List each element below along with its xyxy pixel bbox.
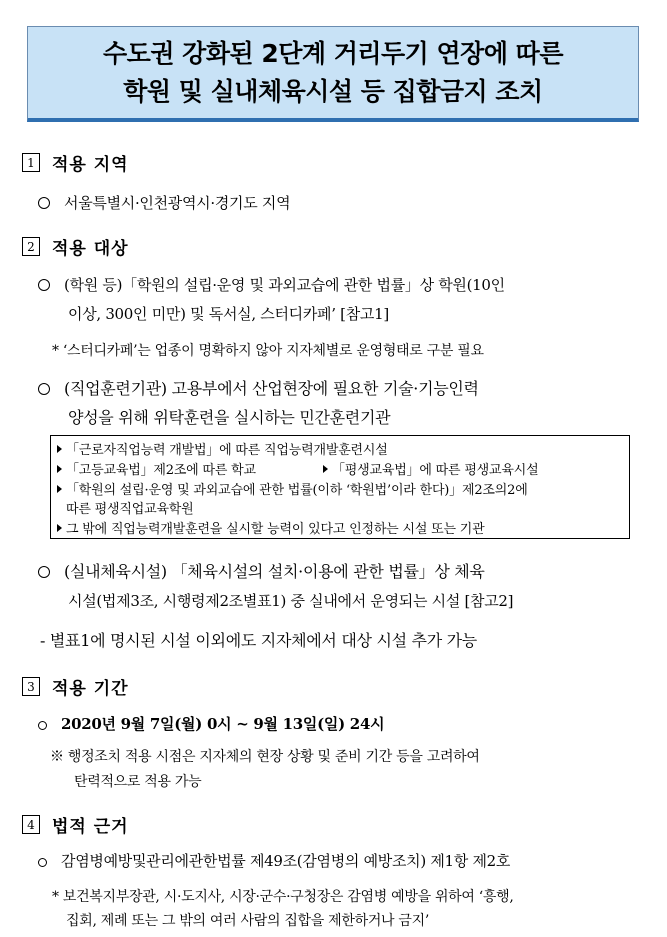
section-title: 적용 기간 xyxy=(52,679,129,699)
footnote: * 보건복지부장관, 시·도지사, 시장·군수·구청장은 감염병 예방을 위하여 ‘흥행, xyxy=(52,889,514,905)
list-item: 감염병예방및관리에관한법률 제49조(감염병의 예방조치) 제1항 제2호 xyxy=(38,850,510,871)
section-1-header xyxy=(22,150,129,175)
list-item-continuation: 양성을 위해 위탁훈련을 실시하는 민간훈련기관 xyxy=(68,408,391,427)
footnote: * ‘스터디카페’는 업종이 명확하지 않아 지자체별로 운영형태로 구분 필요 xyxy=(52,343,484,359)
triangle-bullet-icon xyxy=(57,445,62,453)
list-item-continuation: 이상, 300인 미만) 및 독서실, 스터디카페’ [참고1] xyxy=(68,305,389,323)
circle-bullet-icon xyxy=(38,566,50,578)
section-number: 4 xyxy=(22,815,40,834)
triangle-bullet-icon xyxy=(57,485,62,493)
section-3-header xyxy=(22,674,129,699)
box-line: 따른 평생직업교육학원 xyxy=(66,502,194,517)
circle-bullet-icon xyxy=(38,197,50,209)
box-line: 「평생교육법」에 따른 평생교육시설 xyxy=(323,459,538,478)
section-title: 법적 근거 xyxy=(52,817,129,837)
triangle-bullet-icon xyxy=(323,465,328,473)
title-line-1: 수도권 강화된 2단계 거리두기 연장에 따른 xyxy=(103,39,563,68)
section-number: 2 xyxy=(22,237,40,256)
section-number: 3 xyxy=(22,677,40,696)
list-item: 2020년 9월 7일(월) 0시 ~ 9월 13일(일) 24시 xyxy=(38,713,384,734)
section-2-header xyxy=(22,234,129,259)
title-banner xyxy=(27,26,639,122)
list-item-continuation: 시설(법제3조, 시행령제2조별표1) 중 실내에서 운영되는 시설 [참고2] xyxy=(68,592,514,610)
section-number: 1 xyxy=(22,153,40,172)
circle-bullet-icon xyxy=(38,858,47,867)
section-title: 적용 대상 xyxy=(52,239,129,259)
training-facility-box xyxy=(50,435,630,539)
footnote-continuation: 집회, 제례 또는 그 밖의 여러 사람의 집합을 제한하거나 금지’ xyxy=(66,913,430,929)
list-item: (학원 등)「학원의 설립·운영 및 과외교습에 관한 법률」상 학원(10인 xyxy=(38,274,505,295)
note: ※ 행정조치 적용 시점은 지자체의 현장 상황 및 준비 기간 등을 고려하여 xyxy=(50,749,480,765)
list-item: (실내체육시설) 「체육시설의 설치·이용에 관한 법률」상 체육 xyxy=(38,559,485,582)
section-4-header xyxy=(22,812,129,837)
box-line: 그 밖에 직업능력개발훈련을 실시할 능력이 있다고 인정하는 시설 또는 기관 xyxy=(57,518,485,537)
box-line: 「고등교육법」제2조에 따른 학교 xyxy=(57,459,256,478)
triangle-bullet-icon xyxy=(57,524,62,532)
note-continuation: 탄력적으로 적용 가능 xyxy=(74,774,202,790)
list-item: 서울특별시·인천광역시·경기도 지역 xyxy=(38,192,290,213)
circle-bullet-icon xyxy=(38,721,47,730)
circle-bullet-icon xyxy=(38,383,50,395)
dash-item: - 별표1에 명시된 시설 이외에도 지자체에서 대상 시설 추가 가능 xyxy=(40,631,477,650)
box-line: 「근로자직업능력 개발법」에 따른 직업능력개발훈련시설 xyxy=(57,439,388,458)
list-item: (직업훈련기관) 고용부에서 산업현장에 필요한 기술·기능인력 xyxy=(38,376,479,399)
title-line-2: 학원 및 실내체육시설 등 집합금지 조치 xyxy=(123,77,543,106)
circle-bullet-icon xyxy=(38,279,50,291)
section-title: 적용 지역 xyxy=(52,155,129,175)
box-line: 「학원의 설립·운영 및 과외교습에 관한 법률(이하 ‘학원법’이라 한다)」제2조의2에 xyxy=(57,479,528,498)
triangle-bullet-icon xyxy=(57,465,62,473)
